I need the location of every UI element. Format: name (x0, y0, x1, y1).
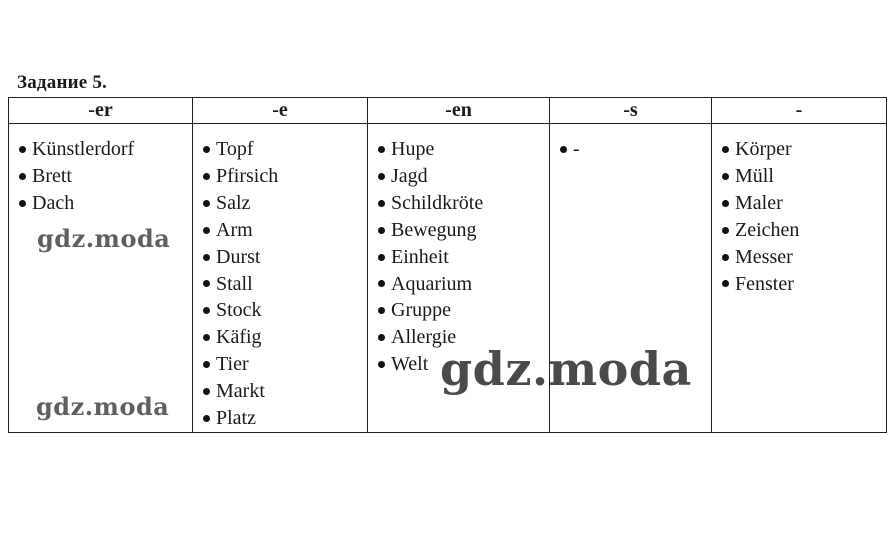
list-item (19, 190, 192, 217)
bullet-icon (560, 146, 567, 153)
bullet-icon (19, 173, 26, 180)
header-en: -en (368, 98, 550, 124)
word-text: Salz (216, 191, 251, 214)
list-item (203, 244, 367, 271)
bullet-icon (722, 280, 729, 287)
word-list-s (550, 124, 711, 163)
word-text: Schildkröte (391, 191, 484, 214)
column-e (193, 124, 368, 433)
list-item (203, 163, 367, 190)
word-text: Welt (391, 353, 429, 376)
column-er (9, 124, 193, 433)
list-item (378, 136, 549, 163)
list-item (378, 297, 549, 324)
word-text: Durst (216, 245, 261, 268)
word-text: Körper (735, 138, 792, 160)
content-row (9, 124, 887, 433)
list-item (560, 136, 711, 163)
header-dash: - (712, 98, 887, 124)
list-item (203, 190, 367, 217)
list-item (203, 324, 367, 351)
word-text: Zeichen (735, 218, 800, 241)
word-text: Käfig (216, 326, 262, 349)
word-text: - (573, 138, 580, 160)
watermark: gdz.moda (36, 392, 170, 421)
word-text: Markt (216, 380, 265, 403)
word-text: Einheit (391, 245, 449, 268)
word-list-dash (712, 124, 886, 297)
bullet-icon (203, 280, 210, 287)
bullet-icon (378, 227, 385, 234)
bullet-icon (203, 200, 210, 207)
header-e: -e (193, 98, 368, 124)
list-item (722, 163, 886, 190)
bullet-icon (19, 146, 26, 153)
bullet-icon (203, 146, 210, 153)
header-s: -s (550, 98, 712, 124)
list-item (722, 244, 886, 271)
bullet-icon (203, 334, 210, 341)
word-text: Allergie (391, 326, 457, 349)
list-item (722, 217, 886, 244)
word-text: Tier (216, 353, 249, 376)
watermark: gdz.moda (440, 342, 692, 396)
list-item (378, 244, 549, 271)
word-text: Stock (216, 299, 262, 322)
bullet-icon (378, 361, 385, 368)
word-text: Hupe (391, 138, 435, 160)
bullet-icon (722, 254, 729, 261)
list-item (203, 405, 367, 432)
word-text: Müll (735, 164, 774, 187)
header-er: -er (9, 98, 193, 124)
header-row (9, 98, 887, 124)
word-list-en (368, 124, 549, 378)
word-list-e (193, 124, 367, 432)
word-list-er (9, 124, 192, 217)
word-text: Aquarium (391, 272, 473, 295)
bullet-icon (378, 280, 385, 287)
word-text: Jagd (391, 164, 428, 187)
word-text: Bewegung (391, 218, 477, 241)
bullet-icon (203, 227, 210, 234)
bullet-icon (378, 334, 385, 341)
list-item (378, 324, 549, 351)
list-item (19, 136, 192, 163)
word-text: Messer (735, 245, 793, 268)
word-text: Künstlerdorf (32, 138, 135, 160)
bullet-icon (203, 361, 210, 368)
word-text: Maler (735, 191, 783, 214)
bullet-icon (378, 146, 385, 153)
list-item (203, 378, 367, 405)
word-text: Dach (32, 191, 75, 214)
bullet-icon (722, 146, 729, 153)
list-item (203, 217, 367, 244)
word-text: Brett (32, 164, 72, 187)
list-item (203, 136, 367, 163)
bullet-icon (378, 307, 385, 314)
bullet-icon (203, 307, 210, 314)
bullet-icon (378, 254, 385, 261)
list-item (722, 136, 886, 163)
word-table (8, 97, 887, 433)
list-item (203, 271, 367, 298)
word-text: Arm (216, 218, 253, 241)
list-item (378, 351, 549, 378)
list-item (378, 190, 549, 217)
task-title: Задание 5. (17, 72, 107, 93)
list-item (203, 297, 367, 324)
bullet-icon (203, 254, 210, 261)
bullet-icon (722, 200, 729, 207)
word-text: Gruppe (391, 299, 451, 322)
list-item (19, 163, 192, 190)
bullet-icon (722, 227, 729, 234)
list-item (722, 190, 886, 217)
bullet-icon (203, 415, 210, 422)
list-item (722, 271, 886, 298)
word-text: Fenster (735, 272, 794, 295)
bullet-icon (203, 173, 210, 180)
word-text: Stall (216, 272, 253, 295)
bullet-icon (378, 173, 385, 180)
list-item (203, 351, 367, 378)
list-item (378, 163, 549, 190)
bullet-icon (19, 200, 26, 207)
column-en (368, 124, 550, 433)
word-text: Pfirsich (216, 164, 279, 187)
bullet-icon (378, 200, 385, 207)
column-dash (712, 124, 887, 433)
word-text: Topf (216, 138, 254, 160)
bullet-icon (722, 173, 729, 180)
watermark: gdz.moda (37, 224, 171, 253)
word-text: Platz (216, 407, 256, 430)
bullet-icon (203, 388, 210, 395)
list-item (378, 271, 549, 298)
column-s (550, 124, 712, 433)
list-item (378, 217, 549, 244)
